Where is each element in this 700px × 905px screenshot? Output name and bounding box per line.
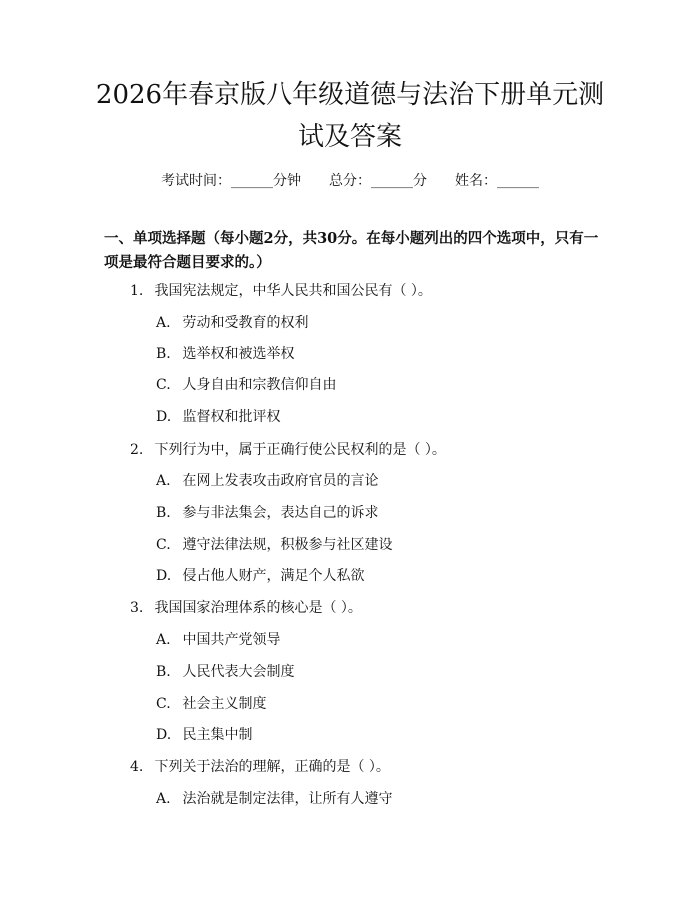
question-1-option-c (156, 375, 336, 395)
option-letter: A. (156, 632, 171, 648)
option-text: 社会主义制度 (182, 696, 267, 712)
time-label: 考试时间： (161, 173, 231, 189)
option-text: 在网上发表攻击政府官员的言论 (182, 473, 379, 489)
option-letter: B. (156, 505, 171, 521)
score-blank: ______ (371, 173, 413, 189)
option-letter: A. (156, 791, 171, 807)
name-label: 姓名： (455, 173, 497, 189)
question-text: 我国国家治理体系的核心是（ ）。 (154, 600, 362, 616)
question-3-option-b (156, 662, 294, 682)
question-number: 4. (130, 759, 144, 775)
question-3-option-c (156, 694, 266, 714)
option-letter: D. (156, 409, 172, 425)
section-heading: 一、单项选择题（每小题2分，共30分。在每小题列出的四个选项中，只有一项是最符合题目要求的。） (104, 230, 599, 271)
option-letter: D. (156, 568, 172, 584)
question-2-option-b (156, 503, 378, 523)
score-label: 总分： (329, 173, 371, 189)
question-2 (130, 440, 446, 460)
option-text: 监督权和批评权 (182, 409, 281, 425)
option-text: 劳动和受教育的权利 (182, 315, 309, 331)
option-text: 人身自由和宗教信仰自由 (182, 377, 337, 393)
question-4-option-a (156, 789, 392, 809)
question-4 (130, 757, 390, 777)
question-2-option-a (156, 471, 378, 491)
option-letter: B. (156, 346, 171, 362)
option-text: 人民代表大会制度 (182, 664, 295, 680)
option-text: 民主集中制 (182, 727, 253, 743)
option-text: 参与非法集会，表达自己的诉求 (182, 505, 379, 521)
question-1-option-a (156, 313, 308, 333)
option-letter: B. (156, 664, 171, 680)
question-3-option-a (156, 630, 280, 650)
question-number: 3. (130, 600, 144, 616)
question-text: 我国宪法规定，中华人民共和国公民有（ ）。 (154, 283, 432, 299)
name-blank: ______ (497, 173, 539, 189)
question-2-option-c (156, 535, 392, 555)
option-letter: A. (156, 315, 171, 331)
question-number: 2. (130, 442, 144, 458)
question-text: 下列关于法治的理解，正确的是（ ）。 (154, 759, 390, 775)
option-letter: C. (156, 377, 171, 393)
option-letter: C. (156, 696, 171, 712)
time-unit: 分钟 (273, 173, 301, 189)
score-unit: 分 (413, 173, 427, 189)
option-letter: C. (156, 537, 171, 553)
option-text: 选举权和被选举权 (182, 346, 295, 362)
question-1 (130, 281, 432, 301)
option-text: 法治就是制定法律，让所有人遵守 (182, 791, 393, 807)
option-text: 中国共产党领导 (182, 632, 281, 648)
question-3 (130, 598, 362, 618)
exam-meta (0, 170, 700, 190)
option-text: 遵守法律法规，积极参与社区建设 (182, 537, 393, 553)
option-text: 侵占他人财产，满足个人私欲 (182, 568, 365, 584)
time-blank: ______ (231, 173, 273, 189)
question-text: 下列行为中，属于正确行使公民权利的是（ ）。 (154, 442, 446, 458)
question-1-option-b (156, 344, 294, 364)
question-number: 1. (130, 283, 144, 299)
question-2-option-d (156, 566, 364, 586)
question-1-option-d (156, 407, 280, 427)
question-3-option-d (156, 725, 252, 745)
option-letter: A. (156, 473, 171, 489)
page-title: 2026年春京版八年级道德与法治下册单元测试及答案 (95, 80, 605, 152)
option-letter: D. (156, 727, 172, 743)
